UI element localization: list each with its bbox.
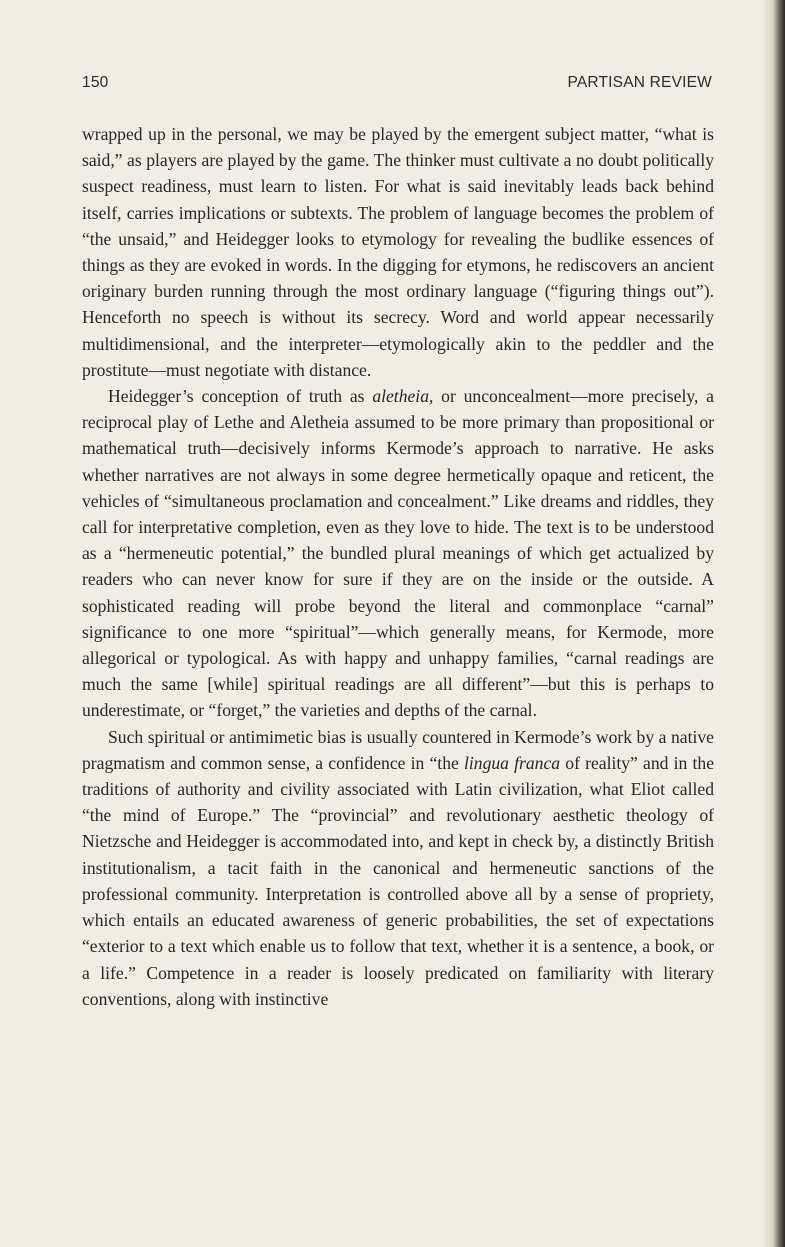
running-header xyxy=(82,74,712,98)
paragraph-2-text-b: or unconcealment—more precisely, a reciprocal play of Lethe and Aletheia assumed to be more primary than propositional or mathematical truth—decisively informs Kermode’s approach to narrative. He asks whether narratives are not always in some degree hermetically opaque and reticent, the vehicles of “simultaneous proclamation and concealment.” Like dreams and riddles, they call for interpretative completion, even as they love to hide. The text is to be understood as a “hermeneutic potential,” the bundled plural meanings of which get actualized by readers who can never know for sure if they are on the inside or the outside. A sophisticated reading will probe beyond the literal and commonplace “carnal” significance to one more “spiritual”—which generally means, for Kermode, more allegorical or typological. As with happy and unhappy families, “carnal readings are much the same [while] spiritual readings are all different”—but this is perhaps to underestimate, or “forget,” the varieties and depths of the carnal. xyxy=(82,386,714,721)
italic-aletheia: aletheia, xyxy=(372,386,434,407)
paragraph-3 xyxy=(82,724,714,1012)
paragraph-3-text-a: Such spiritual or antimimetic bias is usually countered in Kermode’s work by a native pragmatism and common sense, a confidence in “the xyxy=(82,726,714,773)
paragraph-2 xyxy=(82,383,714,724)
paragraph-1: wrapped up in the personal, we may be played by the emergent subject matter, “what is said,” as players are played by the game. The thinker must cultivate a no doubt politically suspect readiness, must learn to listen. For what is said inevitably leads back behind itself, carries implications or subtexts. The problem of language becomes the problem of “the unsaid,” and Heidegger looks to etymology for revealing the budlike essences of things as they are evoked in words. In the digging for etymons, he rediscovers an ancient originary burden running through the most ordinary language (“figuring things out”). Henceforth no speech is without its secrecy. Word and world appear necessarily multidimensional, and the interpreter—etymologically akin to the peddler and the prostitute—must negotiate with distance. xyxy=(82,124,714,380)
paragraph-3-text-b: of reality” and in the traditions of authority and civility associated with Latin civilization, what Eliot called “the mind of Europe.” The “provincial” and revolutionary aesthetic theology of Nietzsche and Heidegger is accommodated into, and kept in check by, a distinctly British institutionalism, a tacit faith in the canonical and hermeneutic sanctions of the professional community. Interpretation is controlled above all by a sense of propriety, which entails an educated awareness of generic probabilities, the set of expectations “exterior to a text which enable us to follow that text, whether it is a sentence, a book, or a life.” Competence in a reader is loosely predicated on familiarity with literary conventions, along with instinctive xyxy=(82,752,715,1009)
paragraph-2-text-a: Heidegger’s conception of truth as xyxy=(108,386,373,407)
body-text xyxy=(82,121,714,1012)
journal-title: PARTISAN REVIEW xyxy=(567,74,712,91)
page-edge-shadow xyxy=(763,0,785,1247)
italic-lingua-franca: lingua franca xyxy=(464,752,561,773)
page-number: 150 xyxy=(82,74,109,91)
